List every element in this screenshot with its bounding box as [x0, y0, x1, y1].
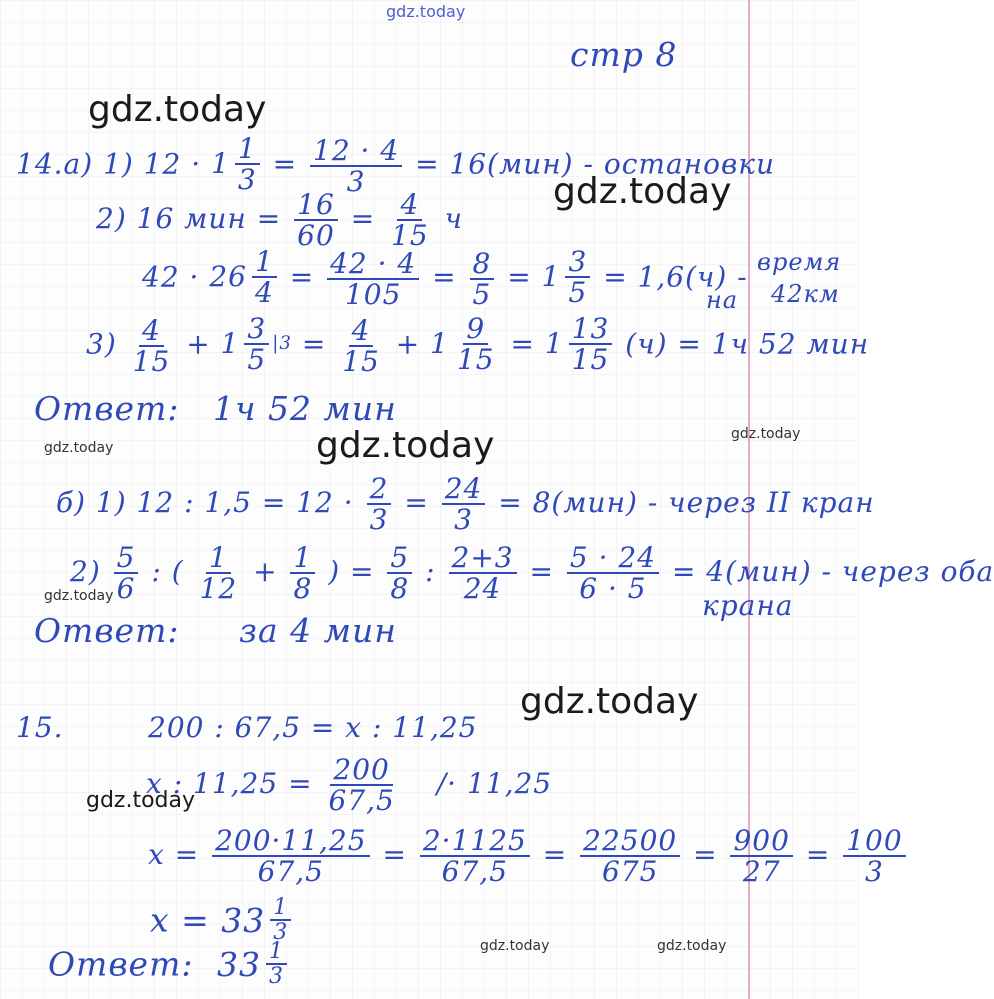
problem-15-line-1: 200 : 67,5 = x : 11,25 [148, 711, 478, 744]
fraction [266, 940, 287, 988]
watermark-small-4: gdz.today [480, 938, 550, 954]
denominator: 3 [237, 163, 257, 197]
fraction [567, 543, 659, 604]
watermark-small-3: gdz.today [44, 588, 114, 604]
numerator: 1 [270, 896, 291, 921]
step-number: 2) [70, 554, 101, 588]
equals-sign: = [529, 554, 554, 588]
watermark-big-4: gdz.today [520, 681, 699, 722]
page-label: стр 8 [570, 35, 678, 74]
expression-text: 12 : 1,5 = 12 · [136, 485, 354, 519]
watermark-small-5: gdz.today [657, 938, 727, 954]
fraction [327, 246, 419, 311]
numerator: 2+3 [449, 543, 517, 574]
numerator: 1 [290, 543, 315, 574]
mixed-number [430, 314, 500, 375]
mixed-number [217, 940, 290, 988]
fraction [235, 134, 260, 195]
result-text: = 4(мин) - через оба [671, 554, 994, 588]
numerator: 9 [463, 314, 488, 345]
numerator: 42 · 4 [327, 249, 419, 280]
step-number: 1) [95, 485, 127, 519]
numerator: 4 [397, 190, 422, 221]
denominator: 12 [199, 572, 238, 606]
denominator: 15 [571, 343, 610, 377]
note-time: время [757, 248, 842, 276]
denominator: 3 [369, 503, 389, 537]
problem-15-line-3 [148, 826, 909, 887]
fraction [442, 474, 486, 535]
result-text: (ч) = 1ч 52 мин [625, 327, 870, 361]
fraction [367, 474, 392, 535]
whole-part: 33 [217, 944, 261, 984]
denominator: 15 [391, 219, 429, 253]
denominator: 67,5 [328, 784, 395, 818]
denominator: 15 [132, 344, 171, 378]
numerator: 22500 [580, 826, 680, 857]
problem-14a-step-3 [86, 314, 869, 376]
fraction [580, 826, 680, 887]
answer-value: 1ч 52 мин [213, 389, 397, 428]
answer-label: Ответ: [34, 611, 180, 650]
step-number: 3) [86, 327, 117, 361]
numerator: 4 [139, 316, 164, 347]
problem-15-line-2 [146, 755, 552, 816]
answer-label: Ответ: [34, 389, 180, 428]
denominator: 5 [472, 277, 492, 311]
fraction [290, 543, 315, 604]
note-taps: крана [702, 589, 794, 622]
numerator: 13 [569, 314, 613, 345]
numerator: 3 [565, 247, 590, 278]
denominator: 8 [293, 572, 313, 606]
numerator: 5 [387, 543, 412, 574]
fraction [388, 190, 432, 251]
watermark-small-1: gdz.today [44, 440, 114, 456]
fraction [843, 826, 905, 887]
multiplier-text: /· 11,25 [436, 766, 553, 800]
denominator: 105 [344, 277, 402, 311]
numerator: 1 [266, 940, 287, 965]
whole-part: 1 [211, 147, 230, 181]
denominator: 5 [568, 276, 588, 310]
problem-14b-step-2 [70, 543, 994, 604]
multiplier-mark: |3 [272, 333, 292, 355]
expression-text: x = [150, 900, 210, 940]
step-number: 2) [96, 201, 127, 235]
denominator: 6 · 5 [579, 572, 647, 606]
fraction [569, 314, 613, 375]
denominator: 24 [463, 572, 502, 606]
fraction [270, 896, 291, 944]
whole-part: 1 [430, 327, 449, 361]
watermark-small-2: gdz.today [731, 426, 801, 442]
mixed-number [221, 314, 292, 375]
answer-14a [34, 389, 397, 428]
watermark-top: gdz.today [386, 2, 466, 21]
note-distance: 42км [771, 280, 840, 308]
equals-sign: = [272, 147, 298, 181]
numerator: 1 [252, 247, 277, 278]
fraction [387, 543, 412, 604]
numerator: 2 [367, 474, 392, 505]
equals-sign: = [510, 327, 535, 361]
denominator: 15 [456, 343, 495, 377]
operator: : [425, 554, 436, 588]
mixed-number [545, 314, 615, 375]
whole-part: 1 [541, 260, 561, 294]
equals-sign: = [432, 260, 457, 294]
denominator: 67,5 [257, 855, 324, 889]
fraction [470, 246, 495, 311]
expression-text: 12 · [143, 147, 202, 181]
denominator: 67,5 [441, 855, 509, 889]
denominator: 3 [454, 503, 473, 537]
numerator: 200 [330, 755, 392, 786]
denominator: 27 [742, 855, 781, 889]
numerator: 100 [843, 826, 905, 857]
answer-label: Ответ: [48, 944, 194, 984]
problem-15-label: 15. [16, 711, 64, 744]
step-number: 1) [103, 147, 134, 181]
watermark-medium: gdz.today [86, 788, 196, 813]
fraction [565, 247, 590, 308]
result-text: = 1,6(ч) - [603, 260, 748, 294]
answer-value: за 4 мин [239, 611, 397, 650]
fraction [325, 755, 397, 816]
numerator: 5 [114, 543, 139, 574]
expression-text: x : 11,25 = [146, 766, 313, 800]
denominator: 15 [342, 344, 380, 378]
numerator: 5 · 24 [567, 543, 659, 574]
plus-sign: + [395, 327, 421, 361]
equals-sign: = [289, 260, 315, 294]
denominator: 4 [254, 276, 274, 310]
expression-text: 42 · [142, 260, 200, 294]
answer-15 [48, 940, 290, 988]
numerator: 16 [294, 190, 338, 221]
denominator: 8 [390, 572, 410, 606]
fraction [197, 543, 241, 604]
numerator: 24 [442, 474, 486, 505]
fraction [212, 826, 370, 887]
operator: : ( [151, 554, 184, 588]
problem-14a-step-2 [96, 190, 463, 251]
denominator: 6 [116, 572, 136, 606]
denominator: 3 [273, 920, 289, 946]
whole-part: 26 [209, 260, 247, 294]
result-text: = 8(мин) - через II кран [498, 485, 875, 519]
expression-text: x = [148, 837, 200, 871]
denominator: 3 [346, 164, 366, 198]
denominator: 60 [297, 219, 335, 253]
result-text: = 16(мин) - остановки [415, 147, 775, 181]
fraction [252, 247, 277, 308]
fraction [454, 314, 498, 375]
problem-label: 14.а) [16, 147, 94, 181]
equals-sign: = [693, 837, 718, 871]
fraction [420, 826, 530, 887]
equals-sign: = [404, 485, 429, 519]
equals-sign: = [350, 201, 376, 235]
fraction [244, 314, 269, 375]
mixed-number [211, 134, 263, 195]
problem-14b-step-1 [56, 474, 875, 535]
watermark-big-2: gdz.today [553, 171, 732, 212]
problem-14a-step-1 [16, 134, 775, 196]
watermark-big-3: gdz.today [316, 425, 495, 466]
problem-15-line-4 [150, 896, 294, 944]
watermark-big-1: gdz.today [88, 89, 267, 130]
numerator: 8 [470, 249, 495, 280]
numerator: 200·11,25 [212, 826, 370, 857]
unit-text: ч [444, 201, 464, 235]
equals-sign: = [542, 837, 568, 871]
plus-sign: + [253, 554, 278, 588]
expression-text: 16 мин = [136, 201, 282, 235]
problem-14a-step-2b [142, 247, 748, 309]
mixed-number [209, 247, 279, 308]
fraction [730, 826, 792, 887]
denominator: 3 [865, 855, 884, 889]
numerator: 1 [235, 134, 260, 165]
numerator: 3 [244, 314, 269, 345]
fraction [130, 313, 174, 378]
denominator: 675 [601, 855, 659, 889]
numerator: 2·1125 [420, 826, 530, 857]
equals-sign: = [301, 327, 327, 361]
fraction [339, 313, 383, 378]
problem-label: б) [56, 485, 87, 519]
fraction [449, 543, 517, 604]
note-on: на [706, 286, 739, 314]
equals-sign: = [507, 260, 532, 294]
fraction [114, 543, 139, 604]
plus-sign: + [186, 327, 211, 361]
numerator: 4 [349, 316, 374, 347]
whole-part: 33 [221, 900, 266, 940]
numerator: 12 · 4 [310, 136, 402, 167]
whole-part: 1 [220, 327, 240, 361]
mixed-number [221, 896, 294, 944]
numerator: 1 [206, 543, 231, 574]
numerator: 900 [730, 826, 792, 857]
denominator: 5 [247, 343, 267, 377]
fraction [294, 190, 338, 251]
close-paren: ) = [328, 554, 375, 588]
answer-14b [34, 611, 397, 650]
whole-part: 1 [544, 327, 564, 361]
mixed-number [542, 247, 594, 308]
equals-sign: = [805, 837, 831, 871]
denominator: 3 [269, 964, 284, 990]
equals-sign: = [382, 837, 407, 871]
